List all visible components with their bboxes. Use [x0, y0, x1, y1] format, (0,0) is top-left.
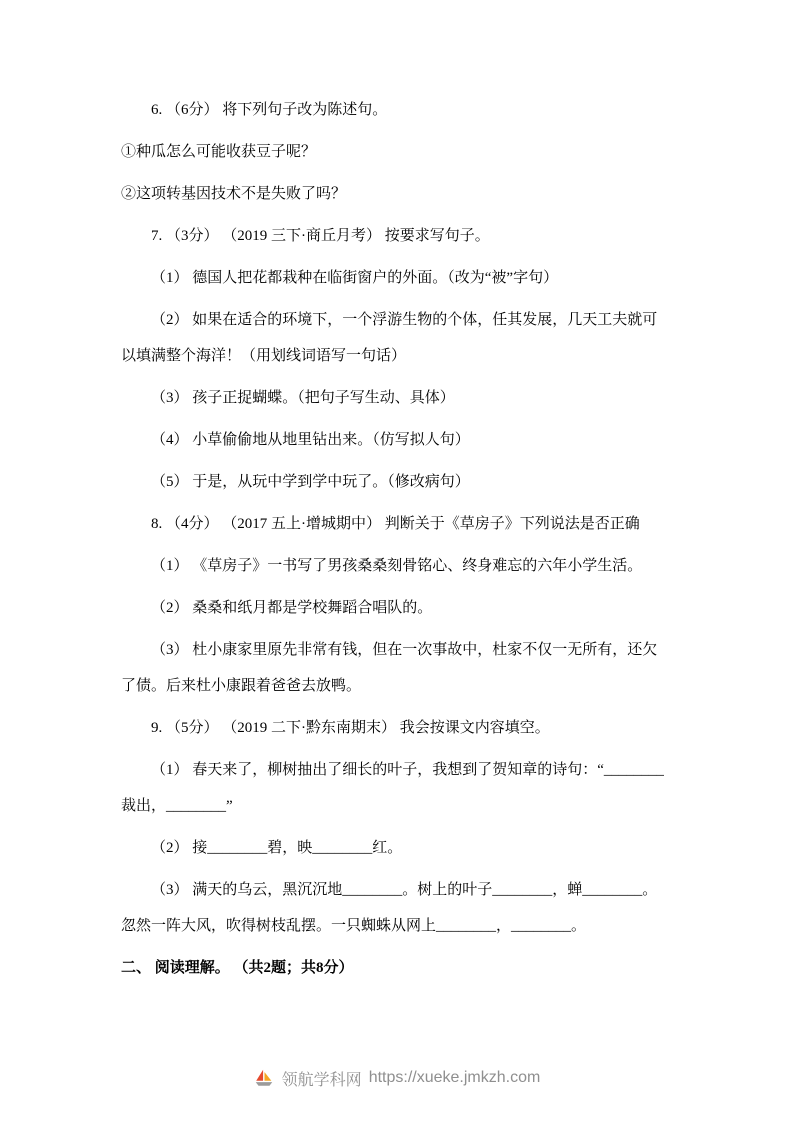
- question-7-item-1: （1） 德国人把花都栽种在临街窗户的外面。（改为“被”字句）: [151, 270, 559, 286]
- question-9-item-1: （1） 春天来了，柳树抽出了细长的叶子，我想到了贺知章的诗句：“________裁出，________”: [121, 762, 664, 814]
- question-7-item-5: （5） 于是，从玩中学到学中玩了。（修改病句）: [151, 474, 470, 490]
- footer-watermark: [0, 1062, 793, 1094]
- question-6-header: 6. （6分） 将下列句子改为陈述句。: [151, 102, 388, 118]
- question-8-item-3: （3） 杜小康家里原先非常有钱，但在一次事故中，杜家不仅一无所有，还欠了债。后来杜小康跟着爸爸去放鸭。: [121, 642, 658, 694]
- footer-site-url: https://xueke.jmkzh.com: [368, 1069, 541, 1086]
- question-7-header: 7. （3分） （2019 三下·商丘月考） 按要求写句子。: [151, 228, 490, 244]
- sailboat-logo-icon: [253, 1067, 275, 1089]
- question-8-item-1: （1） 《草房子》一书写了男孩桑桑刻骨铭心、终身难忘的六年小学生活。: [151, 558, 643, 574]
- exam-body: [121, 92, 672, 992]
- question-7-item-2: （2） 如果在适合的环境下，一个浮游生物的个体，任其发展，几天工夫就可以填满整个海洋！（用划线词语写一句话）: [121, 312, 658, 364]
- section-2-header: 二、 阅读理解。 （共2题；共8分）: [121, 960, 354, 976]
- question-9-header: 9. （5分） （2019 二下·黔东南期末） 我会按课文内容填空。: [151, 720, 550, 736]
- question-9-item-2: （2） 接________碧，映________红。: [151, 840, 403, 856]
- question-6-item-2: ②这项转基因技术不是失败了吗？: [121, 186, 347, 202]
- question-7-item-3: （3） 孩子正捉蝴蝶。（把句子写生动、具体）: [151, 390, 455, 406]
- question-7-item-4: （4） 小草偷偷地从地里钻出来。（仿写拟人句）: [151, 432, 470, 448]
- question-6-item-1: ①种瓜怎么可能收获豆子呢？: [121, 144, 317, 160]
- question-9-item-3: （3） 满天的乌云，黑沉沉地________。树上的叶子________，蝉________。忽然一阵大风，吹得树枝乱摆。一只蜘蛛从网上________，________。: [121, 882, 658, 934]
- question-8-item-2: （2） 桑桑和纸月都是学校舞蹈合唱队的。: [151, 600, 433, 616]
- footer-site-name: 领航学科网: [281, 1071, 362, 1089]
- question-8-header: 8. （4分） （2017 五上·增城期中） 判断关于《草房子》下列说法是否正确: [151, 516, 640, 532]
